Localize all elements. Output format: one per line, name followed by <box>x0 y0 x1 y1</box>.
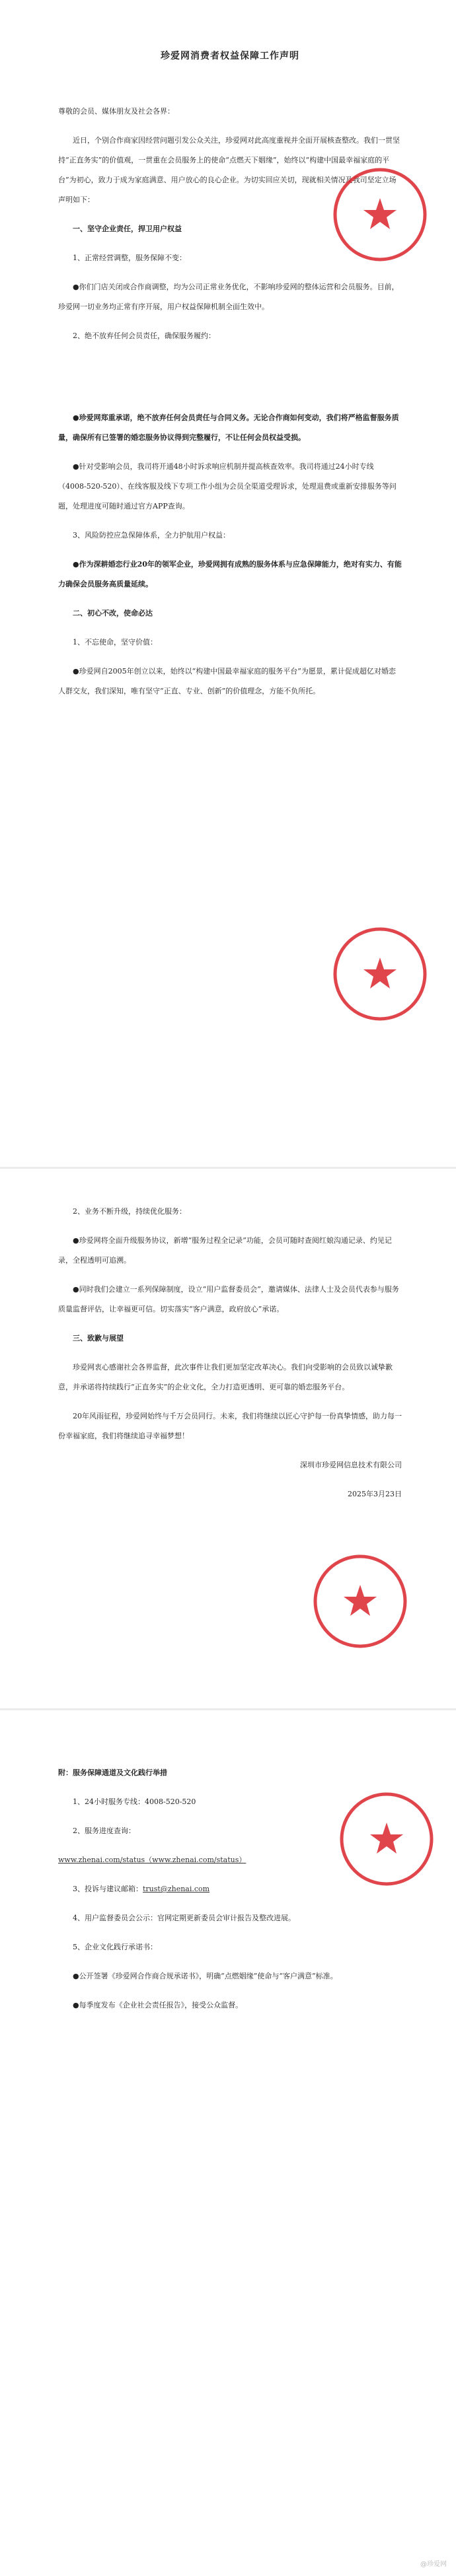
appendix-item-2: 2、服务进度查询： <box>73 1827 135 1835</box>
section-3-paragraph-2: 20年风雨征程，珍爱网始终与千万会员同行。未来，我们将继续以匠心守护每一份真挚情感，助力每一份幸福家庭，我们将继续追寻幸福梦想！ <box>58 1412 402 1440</box>
appendix-paragraph-1: ●公开签署《珍爱网合作商合规承诺书》，明确“点燃姻缘”使命与“客户满意”标准。 <box>73 1972 338 1980</box>
intro-paragraph: 近日，个别合作商家因经营问题引发公众关注，珍爱网对此高度重视并全面开展核查整改。我们一贯坚持“正直务实”的价值观，一贯重在会员服务上的使命“点燃天下姻缘”，始终以“构建中国最幸福家庭的平台”为初心，致力于成为家庭满意、用户放心的良心企业。为切实回应关切，现就相关情况及我司坚定立场声明如下： <box>58 136 400 204</box>
watermark: @珍爱网 <box>420 2561 447 2568</box>
section-3-heading: 三、致歉与展望 <box>73 1334 124 1342</box>
appendix-item-3-label: 3、投诉与建议邮箱： <box>73 1885 143 1893</box>
section-1-paragraph-3: ●针对受影响会员，我司将开通48小时诉求响应机制并提高核查效率。我司将通过24小时专线（4008-520-520）、在线客服及线下专项工作小组为会员全渠道受理诉求，处理退费或重新安排服务等问题，处理进度可随时通过官方APP查询。 <box>58 462 397 510</box>
appendix-paragraph-2: ●每季度发布《企业社会责任报告》，接受公众监督。 <box>73 2001 243 2009</box>
company-seal <box>311 1552 410 1651</box>
status-link[interactable]: www.zhenai.com/status（www.zhenai.com/status） <box>58 1856 247 1864</box>
document-page-2 <box>0 1169 456 1710</box>
company-seal <box>330 165 430 264</box>
section-3-paragraph-1: 珍爱网衷心感谢社会各界监督，此次事件让我们更加坚定改革决心。我们向受影响的会员致以诚挚歉意，并承诺将持续践行“正直务实”的企业文化，全力打造更透明、更可靠的婚恋服务平台。 <box>58 1363 393 1391</box>
signature: 深圳市珍爱网信息技术有限公司 <box>300 1461 402 1469</box>
section-1-paragraph-4: ●作为深耕婚恋行业20年的领军企业，珍爱网拥有成熟的服务体系与应急保障能力，绝对有实力、有能力确保会员服务高质量延续。 <box>58 560 402 588</box>
page-2-content <box>58 1202 402 1514</box>
section-1-item-1: 1、正常经营调整，服务保障不变： <box>73 254 186 262</box>
greeting: 尊敬的会员、媒体朋友及社会各界： <box>58 107 174 116</box>
section-2-paragraph-2: ●珍爱网将全面升级服务协议，新增“服务过程全记录”功能，会员可随时查阅红娘沟通记录、约见记录，全程透明可追溯。 <box>58 1236 392 1265</box>
section-2-paragraph-3: ●同时我们会建立一系列保障制度，设立“用户监督委员会”，邀请媒体、法律人士及会员代表参与服务质量监督评估，让幸福更可信。切实落实“客户满意，政府放心”承诺。 <box>58 1285 399 1313</box>
section-1-paragraph-1: ●你们门店关闭或合作商调整，均为公司正常业务优化，不影响珍爱网的整体运营和会员服务。目前，珍爱网一切业务均正常有序开展，用户权益保障机制全面生效中。 <box>58 283 399 311</box>
document-page-1 <box>0 0 456 1169</box>
page-1-content <box>58 46 402 711</box>
section-2-paragraph-1: ●珍爱网自2005年创立以来，始终以“构建中国最幸福家庭的服务平台”为愿景，累计促成超亿对婚恋人群交友，我们深知，唯有坚守“正直、专业、创新”的价值理念，方能不负所托。 <box>58 667 396 695</box>
section-1-item-3: 3、风险防控应急保障体系，全力护航用户权益： <box>73 531 230 540</box>
section-1-item-2: 2、绝不放弃任何会员责任，确保服务履约： <box>73 331 215 340</box>
company-seal <box>330 924 430 1024</box>
signature-date: 2025年3月23日 <box>348 1490 402 1498</box>
appendix-title: 附：服务保障通道及文化践行举措 <box>58 1768 167 1777</box>
email-link[interactable]: trust@zhenai.com <box>143 1885 210 1893</box>
appendix-item-4: 4、用户监督委员会公示：官网定期更新委员会审计报告及整改进展。 <box>73 1914 295 1922</box>
appendix-item-5: 5、企业文化践行承诺书： <box>73 1943 157 1951</box>
section-1-paragraph-2: ●珍爱网郑重承诺，绝不放弃任何会员责任与合同义务。无论合作商如何变动，我们将严格监督服务质量，确保所有已签署的婚恋服务协议得到完整履行，不让任何会员权益受损。 <box>58 413 399 442</box>
document-page-3 <box>0 1710 456 2576</box>
section-2-item-1: 1、不忘使命，坚守价值： <box>73 638 157 646</box>
section-2-item-2: 2、业务不断升级，持续优化服务： <box>73 1207 186 1216</box>
company-seal <box>337 1790 436 1889</box>
section-2-heading: 二、初心不改，使命必达 <box>73 609 153 617</box>
section-1-heading: 一、坚守企业责任，捍卫用户权益 <box>73 225 182 233</box>
document-title: 珍爱网消费者权益保障工作声明 <box>161 51 299 61</box>
appendix-item-1: 1、24小时服务专线：4008-520-520 <box>73 1797 196 1806</box>
